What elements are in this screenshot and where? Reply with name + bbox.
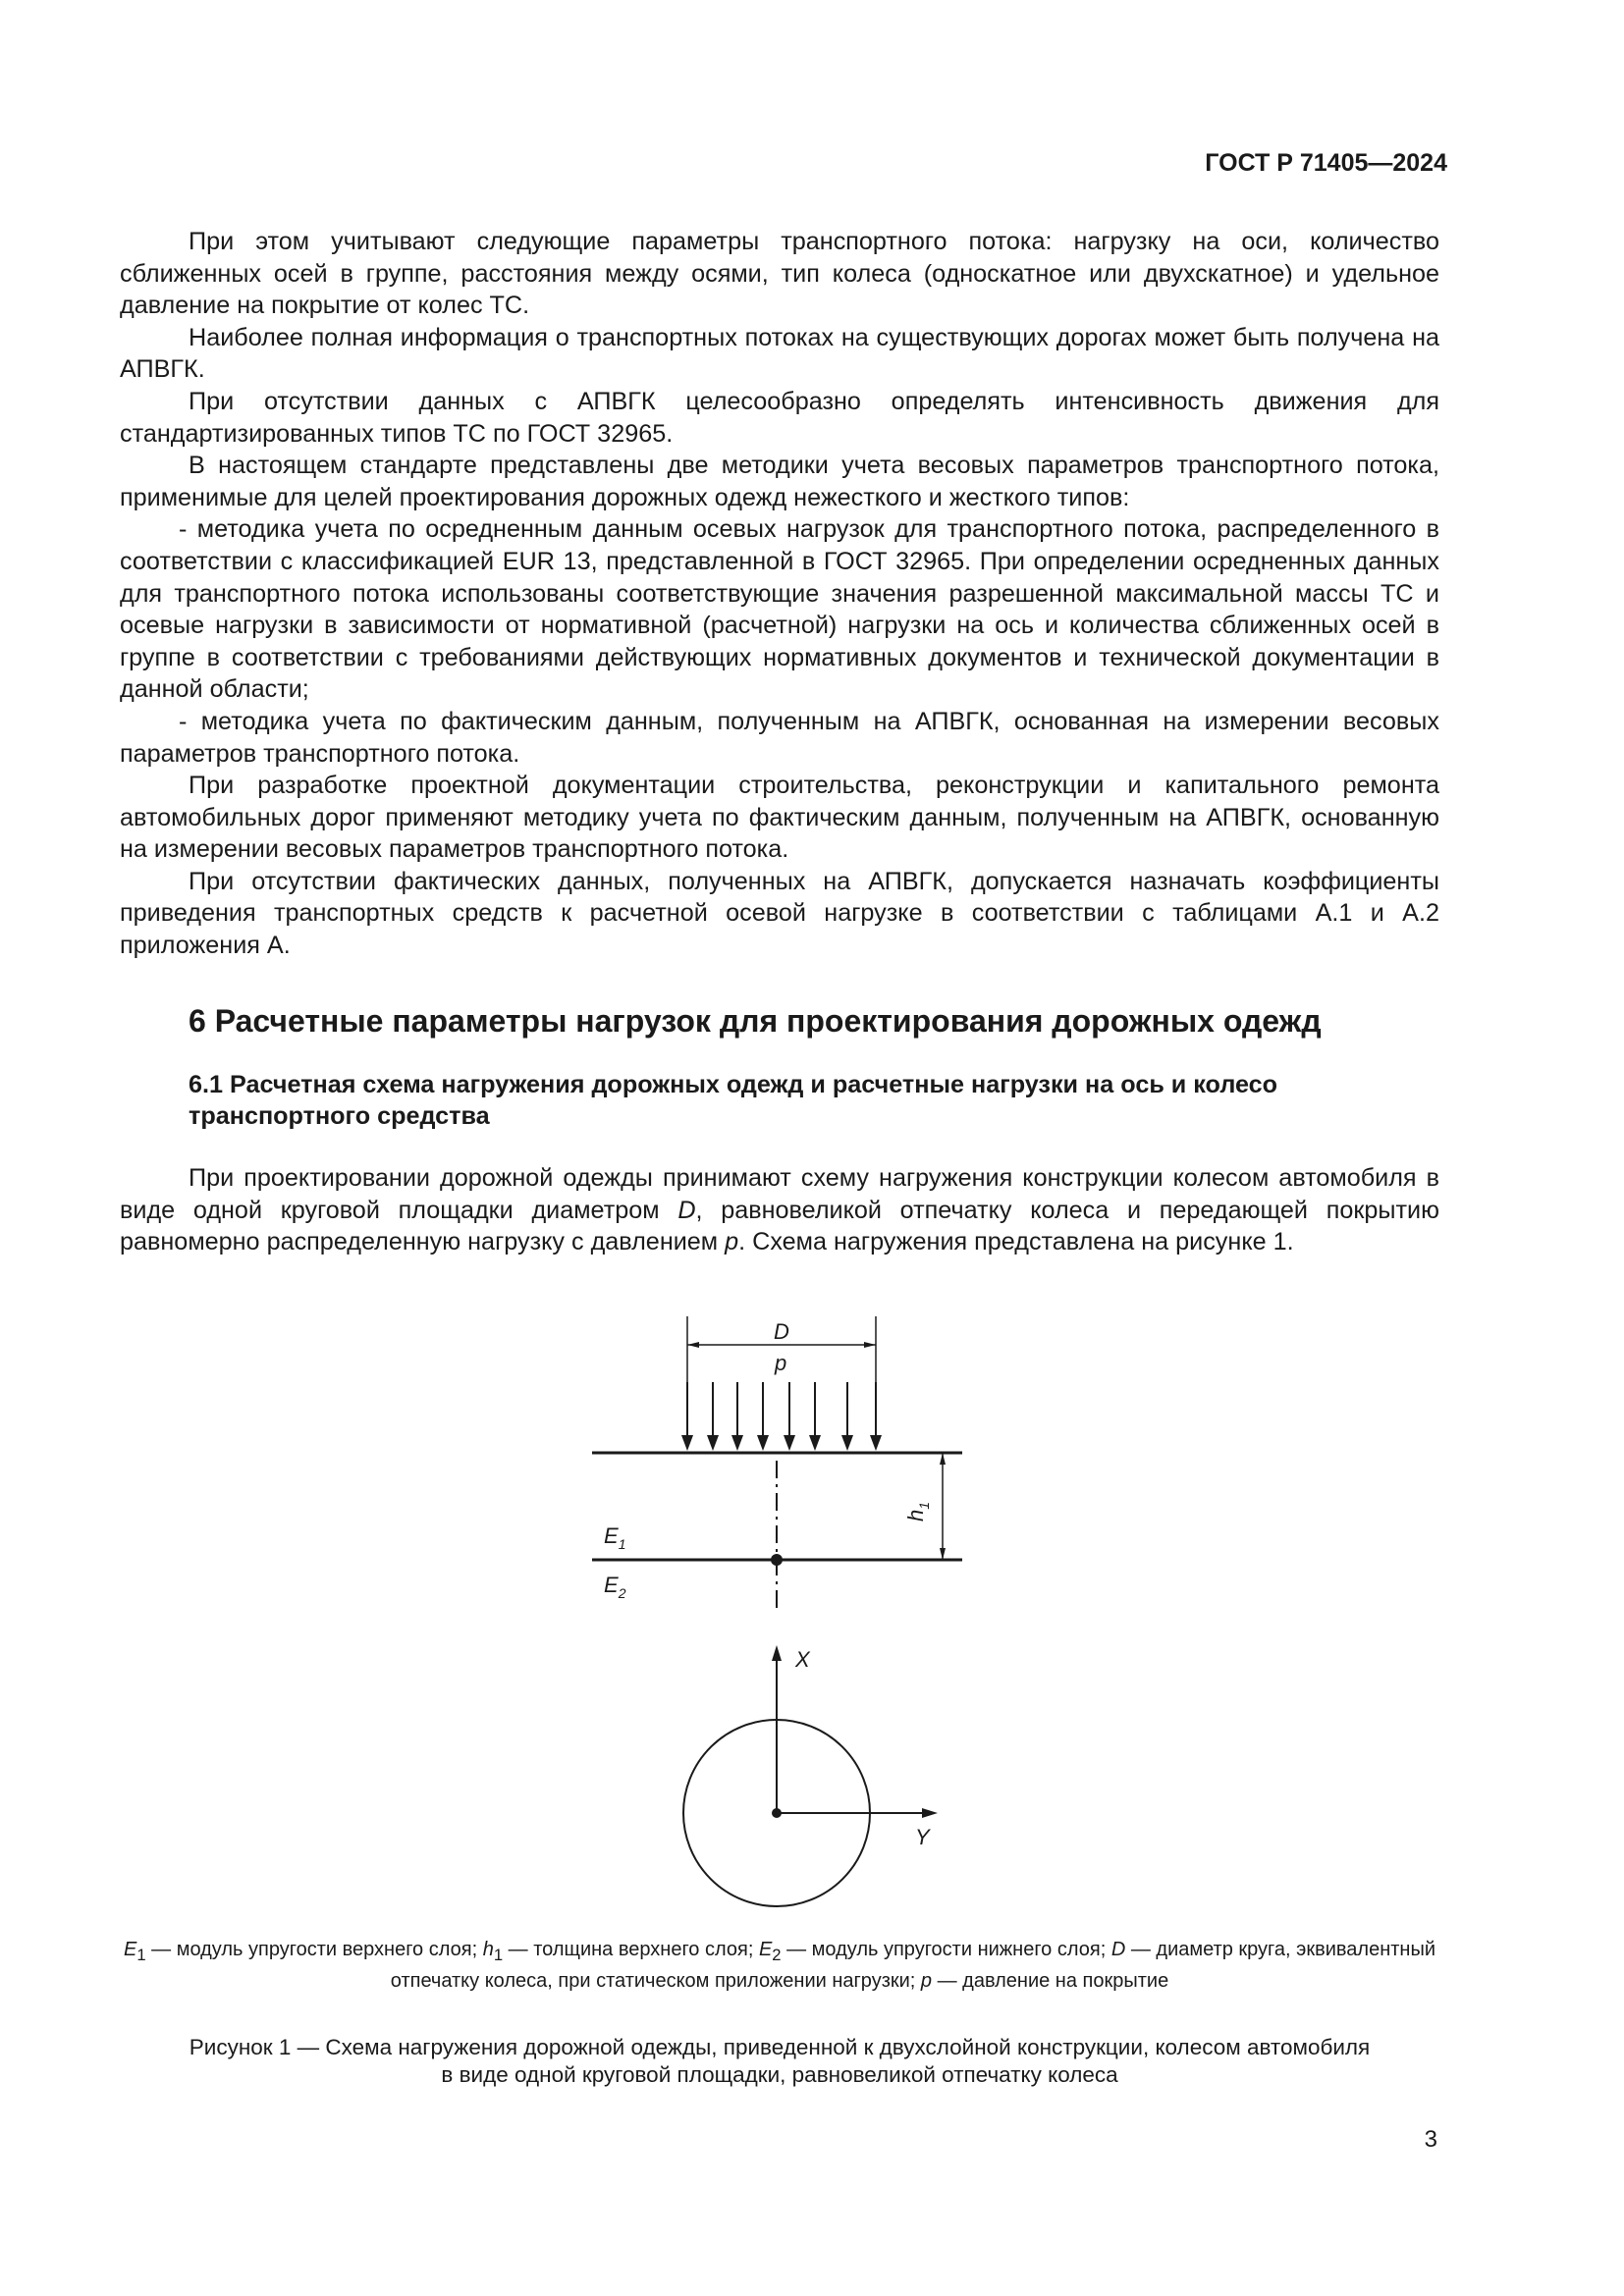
figure-caption (120, 2034, 1439, 2089)
page-number: 3 (1424, 2126, 1437, 2153)
intro-text-block (120, 226, 1439, 962)
center-point (771, 1554, 783, 1566)
paragraph: При отсутствии фактических данных, полученных на АПВГК, допускается назначать коэффициенты приведения транспортных средств к расчетной осевой нагрузке в соответствии с таблицами А.1 и А.2 приложения А. (120, 867, 1439, 960)
label-h1: $h_1$ (903, 1501, 932, 1522)
paragraph: В настоящем стандарте представлены две методики учета весовых параметров транспортного потока, применимые для целей проектирования дорожных одежд нежесткого и жесткого типов: (120, 452, 1439, 511)
var-p: p (725, 1228, 739, 1256)
label-d: D (774, 1319, 789, 1344)
loading-scheme-diagram (550, 1315, 1021, 1924)
x-axis-arrow (772, 1645, 782, 1661)
loading-scheme-figure (550, 1315, 1021, 1929)
paragraph: При отсутствии данных с АПВГК целесообразно определять интенсивность движения для стандартизированных типов ТС по ГОСТ 32965. (120, 387, 1439, 448)
label-p: p (775, 1351, 787, 1375)
paragraph: При проектировании дорожной одежды принимают схему нагружения конструкции колесом автомобиля в виде одной круговой площадки диаметром D, равновеликой отпечатку колеса и передающей покрытию равномерно распределенную нагрузку с давлением p. Схема нагружения представлена на рисунке 1. (120, 1164, 1439, 1256)
caption-line: Рисунок 1 — Схема нагружения дорожной одежды, приведенной к двухслойной конструкции, колесом автомобиля (189, 2035, 1371, 2059)
section-title: 6 Расчетные параметры нагрузок для проектирования дорожных одежд (189, 1003, 1322, 1039)
d-arrow-right (864, 1342, 876, 1348)
loading-scheme-text (120, 1162, 1439, 1258)
document-code-header: ГОСТ Р 71405—2024 (1205, 149, 1447, 177)
paragraph: Наиболее полная информация о транспортных потоках на существующих дорогах может быть получена на АПВГК. (120, 323, 1439, 384)
paragraph: При этом учитывают следующие параметры транспортного потока: нагрузку на оси, количество сближенных осей в группе, расстояния между осями, тип колеса (односкатное или двухскатное) и удельное давление на покрытие от колес ТС. (120, 228, 1439, 320)
list-item: - методика учета по фактическим данным, полученным на АПВГК, основанная на измерении весовых параметров транспортного потока. (120, 707, 1439, 768)
y-axis-arrow (922, 1808, 938, 1818)
var-d: D (677, 1196, 696, 1224)
paragraph: При разработке проектной документации строительства, реконструкции и капитального ремонта автомобильных дорог применяют методику учета по фактическим данным, полученным на АПВГК, основанную на измерении весовых параметров транспортного потока. (120, 772, 1439, 864)
label-e1: $E_1$ (604, 1523, 626, 1552)
pressure-arrows (687, 1382, 876, 1438)
circle-center (772, 1808, 782, 1818)
label-e2: $E_2$ (604, 1573, 626, 1601)
label-x: X (795, 1647, 810, 1672)
d-arrow-left (687, 1342, 699, 1348)
label-y: Y (915, 1825, 930, 1849)
subsection-title: 6.1 Расчетная схема нагружения дорожных одежд и расчетные нагрузки на ось и колесо транспортного средства (189, 1071, 1278, 1130)
figure-legend: $E_1$ — модуль упругости верхнего слоя; $h_1$ — толщина верхнего слоя; $E_2$ — модуль упругости нижнего слоя; D — диаметр круга, эквивалентный отпечатку колеса, при статическом приложении нагрузки; p — давление на покрытие (123, 1939, 1436, 1992)
list-item: - методика учета по осредненным данным осевых нагрузок для транспортного потока, распределенного в соответствии с классификацией EUR 13, представленной в ГОСТ 32965. При определении осредненных данных для транспортного потока использованы соответствующие значения разрешенной максимальной массы ТС и осевые нагрузки в зависимости от нормативной (расчетной) нагрузки на ось и количества сближенных осей в группе в соответствии с требованиями действующих нормативных документов и технической документации в данной области; (120, 515, 1439, 704)
caption-line: в виде одной круговой площадки, равновеликой отпечатку колеса (441, 2062, 1118, 2087)
